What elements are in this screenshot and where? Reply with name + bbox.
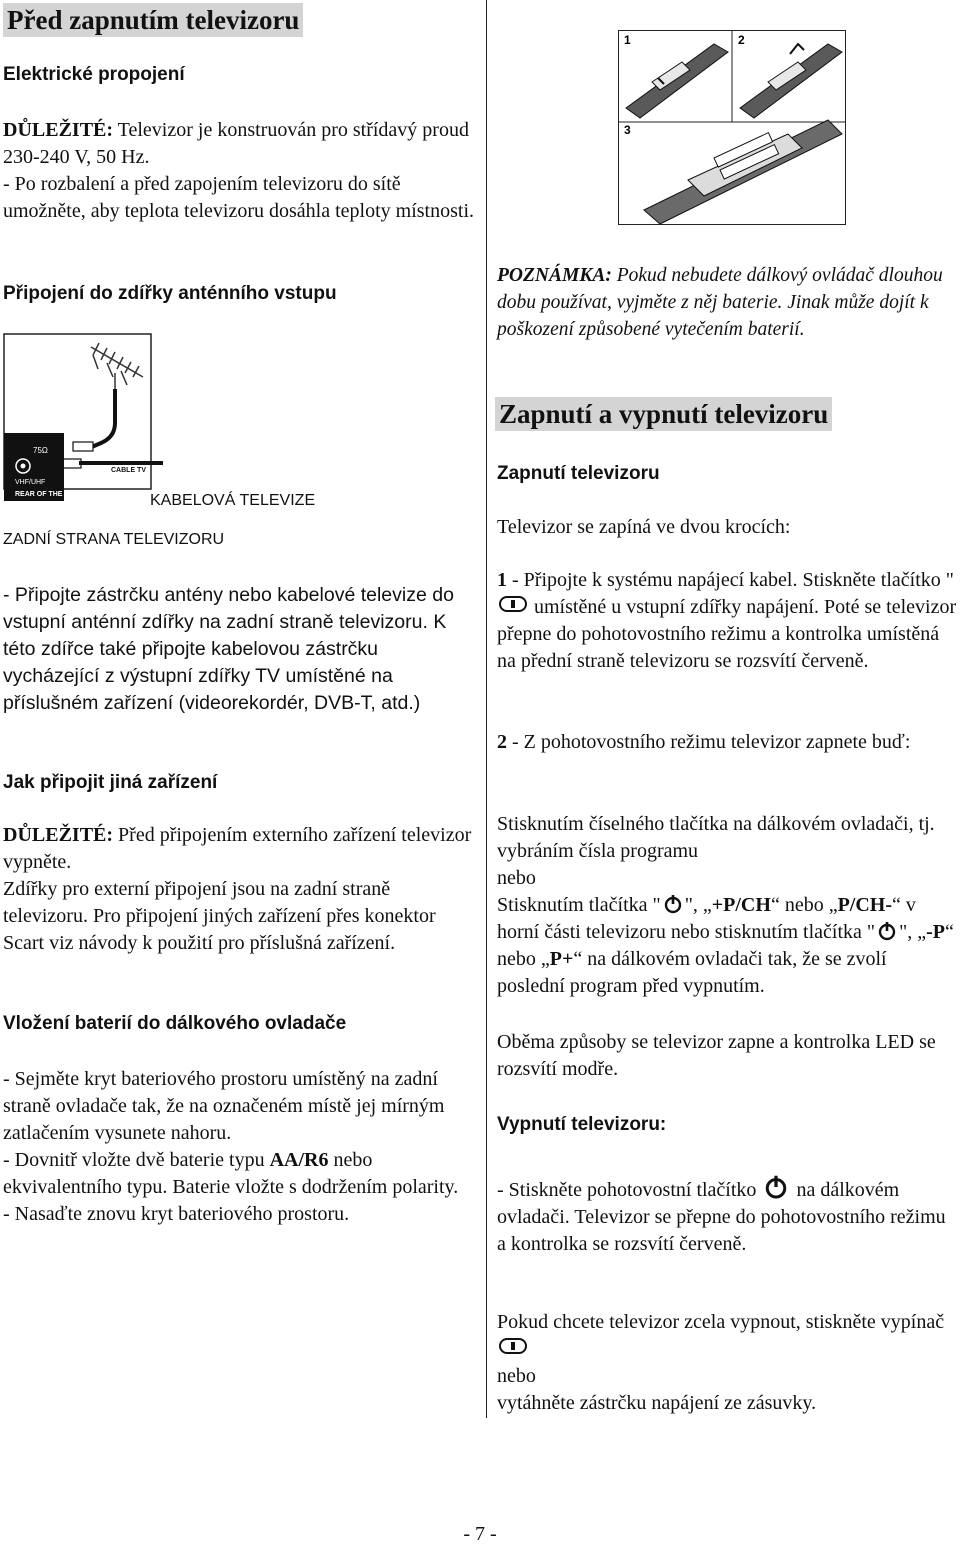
section-title-other-devices: Jak připojit jiná zařízení — [3, 772, 218, 793]
antenna-diagram — [3, 333, 333, 553]
page-number: - 7 - — [463, 1523, 497, 1545]
both-ways-paragraph: Oběma způsoby se televizor zapne a kontrolka LED se rozsvítí modře. — [497, 1031, 936, 1080]
off-text-a: - Stiskněte pohotovostní tlačítko — [497, 1179, 762, 1201]
full-off-paragraph — [497, 1309, 957, 1417]
on-title: Zapnutí televizoru — [497, 463, 660, 484]
step-3-label: 3 — [624, 123, 631, 137]
option-b-key: P+ — [549, 948, 574, 970]
option-b-part: “ v horní části televizoru nebo stisknutím tlačítka " — [497, 894, 916, 943]
power-icon — [661, 894, 685, 914]
unplug-text: vytáhněte zástrčku napájení ze zásuvky. — [497, 1392, 817, 1414]
battery-type: AA/R6 — [269, 1149, 329, 1171]
step-2-label: 2 — [738, 33, 745, 47]
important-paragraph — [3, 117, 475, 171]
section-title-antenna: Připojení do zdířky anténního vstupu — [3, 283, 337, 304]
full-off-text: Pokud chcete televizor zcela vypnout, stiskněte vypínač — [497, 1311, 945, 1333]
option-b-part: ", „ — [684, 894, 712, 916]
step-2-number: 2 — [497, 731, 507, 753]
antenna-paragraph — [3, 582, 475, 717]
step-1-text-b: umístěné u vstupní zdířky napájení. Poté se televizor přepne do pohotovostního režimu a kontrolka umístěná na přední straně televizoru se rozsvítí červeně. — [497, 596, 957, 672]
standby-icon — [761, 1174, 791, 1200]
section-title-electrical: Elektrické propojení — [3, 64, 185, 85]
step-1-number: 1 — [497, 569, 507, 591]
option-b-part: “ nebo „ — [770, 894, 838, 916]
column-divider — [486, 0, 487, 1418]
step-1-text-a: - Připojte k systému napájecí kabel. Stiskněte tlačítko " — [507, 569, 954, 591]
battery-step-1: - Sejměte kryt bateriového prostoru umístěný na zadní straně ovladače tak, že na označeném místě jej mírným zatlačením vysunete nahoru. — [3, 1068, 445, 1144]
note-label: POZNÁMKA: — [497, 265, 612, 286]
option-b-part: ", „ — [899, 921, 927, 943]
off-paragraph — [497, 1174, 957, 1258]
antenna-text-2: K této zdířce také připojte kabelovou zástrčku vycházející z výstupní zdířky TV umístěné na příslušném zařízení (videorekordér, DVB-T, atd.) — [3, 611, 447, 714]
option-a-paragraph — [497, 811, 957, 1000]
battery-step-2-text-end: nebo ekvivalentního typu. Baterie vložte s dodržením polarity. — [3, 1149, 459, 1198]
cable-label: CABLE TV — [111, 467, 146, 474]
antenna-text-1: - Připojte zástrčku antény nebo kabelové televize do vstupní anténní zdířky na zadní straně televizoru. — [3, 584, 454, 633]
rear-caption: ZADNÍ STRANA TELEVIZORU — [3, 531, 225, 548]
or-text-1: nebo — [497, 867, 536, 889]
important2-paragraph — [3, 822, 475, 876]
step-2-paragraph — [497, 729, 957, 756]
option-b-key: -P — [926, 921, 946, 943]
note-text: Pokud nebudete dálkový ovládač dlouhou dobu používat, vyjměte z něj baterie. Jinak může dojít k poškození způsobené vytečením baterií. — [497, 265, 943, 340]
battery-step-2 — [3, 1147, 475, 1201]
important-text: Televizor je konstruován pro střídavý proud 230-240 V, 50 Hz. — [3, 119, 469, 168]
important2-text: Před připojením externího zařízení televizor vypněte. — [3, 824, 472, 873]
remote-battery-diagram — [618, 30, 846, 225]
off-title: Vypnutí televizoru: — [497, 1114, 667, 1135]
power-icon — [875, 921, 899, 941]
remote-battery-figure — [618, 30, 846, 225]
option-b-part: “ nebo „ — [497, 921, 954, 970]
battery-paragraph — [3, 1066, 475, 1228]
section-title-batteries: Vložení baterií do dálkového ovladače — [3, 1013, 347, 1034]
option-b-key: P/CH- — [837, 894, 893, 916]
unpack-paragraph: - Po rozbalení a před zapojením televizoru do sítě umožněte, aby teplota televizoru dosáhla teploty místnosti. — [3, 173, 474, 222]
section-title-on-off: Zapnutí a vypnutí televizoru — [495, 397, 832, 431]
option-b-key: +P/CH — [711, 894, 771, 916]
port-label: 75Ω — [33, 446, 48, 455]
battery-step-2-text: - Dovnitř vložte dvě baterie typu — [3, 1149, 270, 1171]
step-1-paragraph — [497, 567, 957, 675]
vhf-label: VHF/UHF — [15, 479, 46, 486]
option-a-text: Stisknutím číselného tlačítka na dálkovém ovladači, tj. vybráním čísla programu — [497, 813, 935, 862]
rear-label: REAR OF THE TV — [15, 491, 74, 498]
two-steps-text: Televizor se zapíná ve dvou krocích: — [497, 516, 791, 538]
important-label: DŮLEŽITÉ: — [3, 119, 114, 141]
other-devices-paragraph: Zdířky pro externí připojení jsou na zadní straně televizoru. Pro připojení jiných zařízení přes konektor Scart viz návody k použití pro příslušná zařízení. — [3, 878, 436, 954]
note-paragraph — [497, 262, 957, 343]
cable-caption: KABELOVÁ TELEVIZE — [150, 492, 316, 509]
or-text-2: nebo — [497, 1365, 536, 1387]
mains-switch-icon — [497, 595, 529, 617]
step-1-label: 1 — [624, 33, 631, 47]
step-2-text: - Z pohotovostního režimu televizor zapnete buď: — [507, 731, 911, 753]
off-text-b: na dálkovém ovladači. Televizor se přepne do pohotovostního režimu a kontrolka se rozsvítí červeně. — [497, 1179, 946, 1255]
antenna-figure — [3, 333, 333, 553]
important2-label: DŮLEŽITÉ: — [3, 824, 114, 846]
option-b-part: Stisknutím tlačítka " — [497, 894, 661, 916]
battery-step-3: - Nasaďte znovu kryt bateriového prostoru. — [3, 1203, 350, 1225]
option-b-part: “ na dálkovém ovladači tak, že se zvolí poslední program před vypnutím. — [497, 948, 887, 997]
page-title: Před zapnutím televizoru — [3, 3, 303, 37]
option-b-text — [497, 892, 957, 1000]
mains-switch-icon — [497, 1337, 529, 1359]
